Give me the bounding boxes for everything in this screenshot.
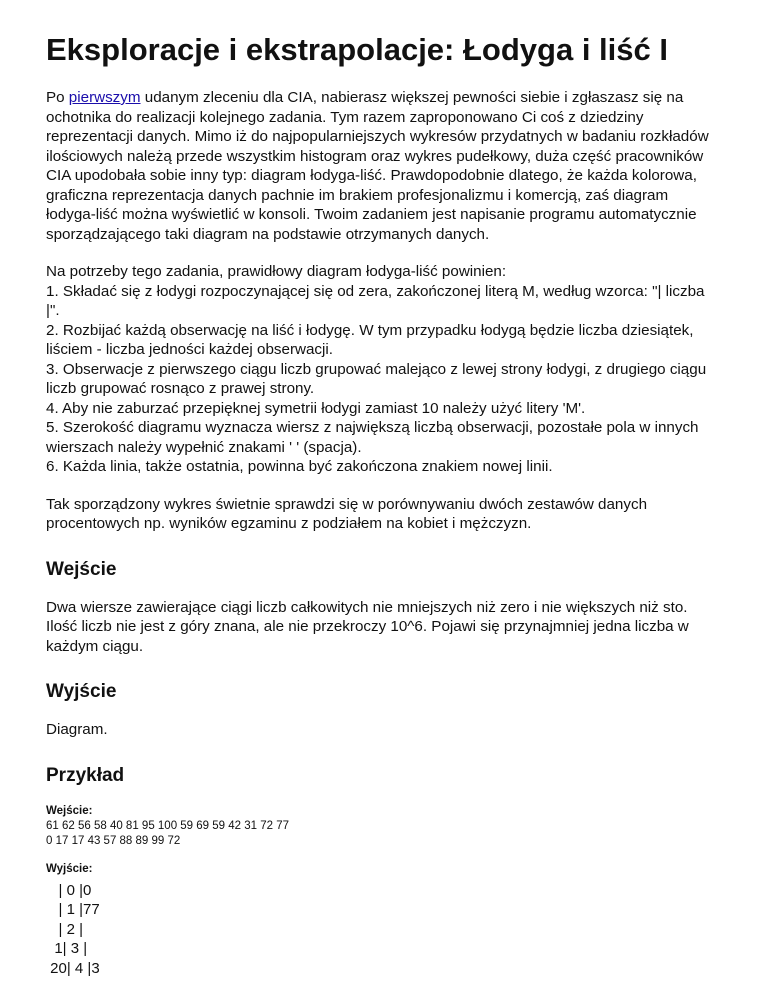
example-heading: Przykład: [46, 764, 125, 786]
input-description: Dwa wiersze zawierające ciągi liczb całkowitych nie mniejszych niż zero i nie większych niż sto. Ilość liczb nie jest z góry znana, ale nie przekroczy 10^6. Pojawi się przynajmniej jedna liczba w każdym ciągu.: [46, 598, 689, 655]
output-heading: Wyjście: [46, 681, 117, 702]
example-input-label: Wejście:: [46, 804, 93, 817]
example-output: [46, 881, 722, 979]
example-output-label: Wyjście:: [46, 862, 93, 875]
example-output-line: 1| 3 |: [46, 940, 88, 958]
rule-item: 1. Składać się z łodygi rozpoczynającej się od zera, zakończonej literą M, według wzorca: "| liczba |".: [46, 282, 705, 319]
rule-item: 3. Obserwacje z pierwszego ciągu liczb grupować malejąco z lewej strony łodygi, z drugiego ciągu liczb grupować rosnąco z prawej strony.: [46, 360, 707, 397]
rule-item: 6. Każda linia, także ostatnia, powinna być zakończona znakiem nowej linii.: [46, 458, 553, 475]
example-input-line: 61 62 56 58 40 81 95 100 59 69 59 42 31 72 77: [46, 819, 289, 832]
closing-paragraph: Tak sporządzony wykres świetnie sprawdzi się w porównywaniu dwóch zestawów danych procentowych np. wyników egzaminu z podziałem na kobiet i mężczyzn.: [46, 495, 648, 532]
rule-item: 2. Rozbijać każdą obserwację na liść i łodygę. W tym przypadku łodygą będzie liczba dziesiątek, liściem - liczba jedności każdej obserwacji.: [46, 321, 694, 358]
example-input-line: 0 17 17 43 57 88 89 99 72: [46, 834, 181, 847]
example-output-line: | 2 |: [46, 920, 83, 938]
rule-item: 5. Szerokość diagramu wyznacza wiersz z największą liczbą obserwacji, pozostałe pola w innych wierszach należy wypełnić znakami ' ' (spacja).: [46, 419, 699, 456]
example-output-line: 20| 4 |3: [46, 959, 100, 977]
rules-intro: Na potrzeby tego zadania, prawidłowy diagram łodyga-liść powinien:: [46, 263, 507, 280]
rules-paragraph: [46, 262, 722, 477]
pierwszym-link[interactable]: pierwszym: [68, 89, 141, 106]
example-output-label-block: [46, 862, 722, 877]
example-input: [46, 804, 722, 849]
page-title: Eksploracje i ekstrapolacje: Łodyga i liść I: [46, 32, 668, 67]
input-heading: Wejście: [46, 558, 117, 580]
intro-text: udanym zleceniu dla CIA, nabierasz większej pewności siebie i zgłaszasz się na ochotnika do realizacji kolejnego zadania. Tym razem zaproponowano Ci coś z dziedziny reprezentacji danych. Mimo iż do najpopularniejszych wykresów przydatnych w badaniu rozkładów ilościowych należą przede wszystkim histogram oraz wykres pudełkowy, duża część pracowników CIA upodobała sobie inny typ: diagram łodyga-liść. Prawdopodobnie dlatego, że każda kolorowa, graficzna reprezentacja danych pachnie im brakiem profesjonalizmu i komercją, zaś diagram łodyga-liść można wyświetlić w konsoli. Twoim zadaniem jest napisanie programu automatycznie sporządzającego taki diagram na podstawie otrzymanych danych.: [46, 89, 709, 243]
example-output-line: | 0 |0: [46, 881, 92, 899]
intro-prefix: Po: [46, 89, 69, 106]
example-output-line: | 1 |77: [46, 901, 100, 919]
output-description: Diagram.: [46, 721, 108, 738]
intro-paragraph: [46, 88, 722, 244]
rule-item: 4. Aby nie zaburzać przepięknej symetrii łodygi zamiast 10 należy użyć litery 'M'.: [46, 399, 586, 417]
